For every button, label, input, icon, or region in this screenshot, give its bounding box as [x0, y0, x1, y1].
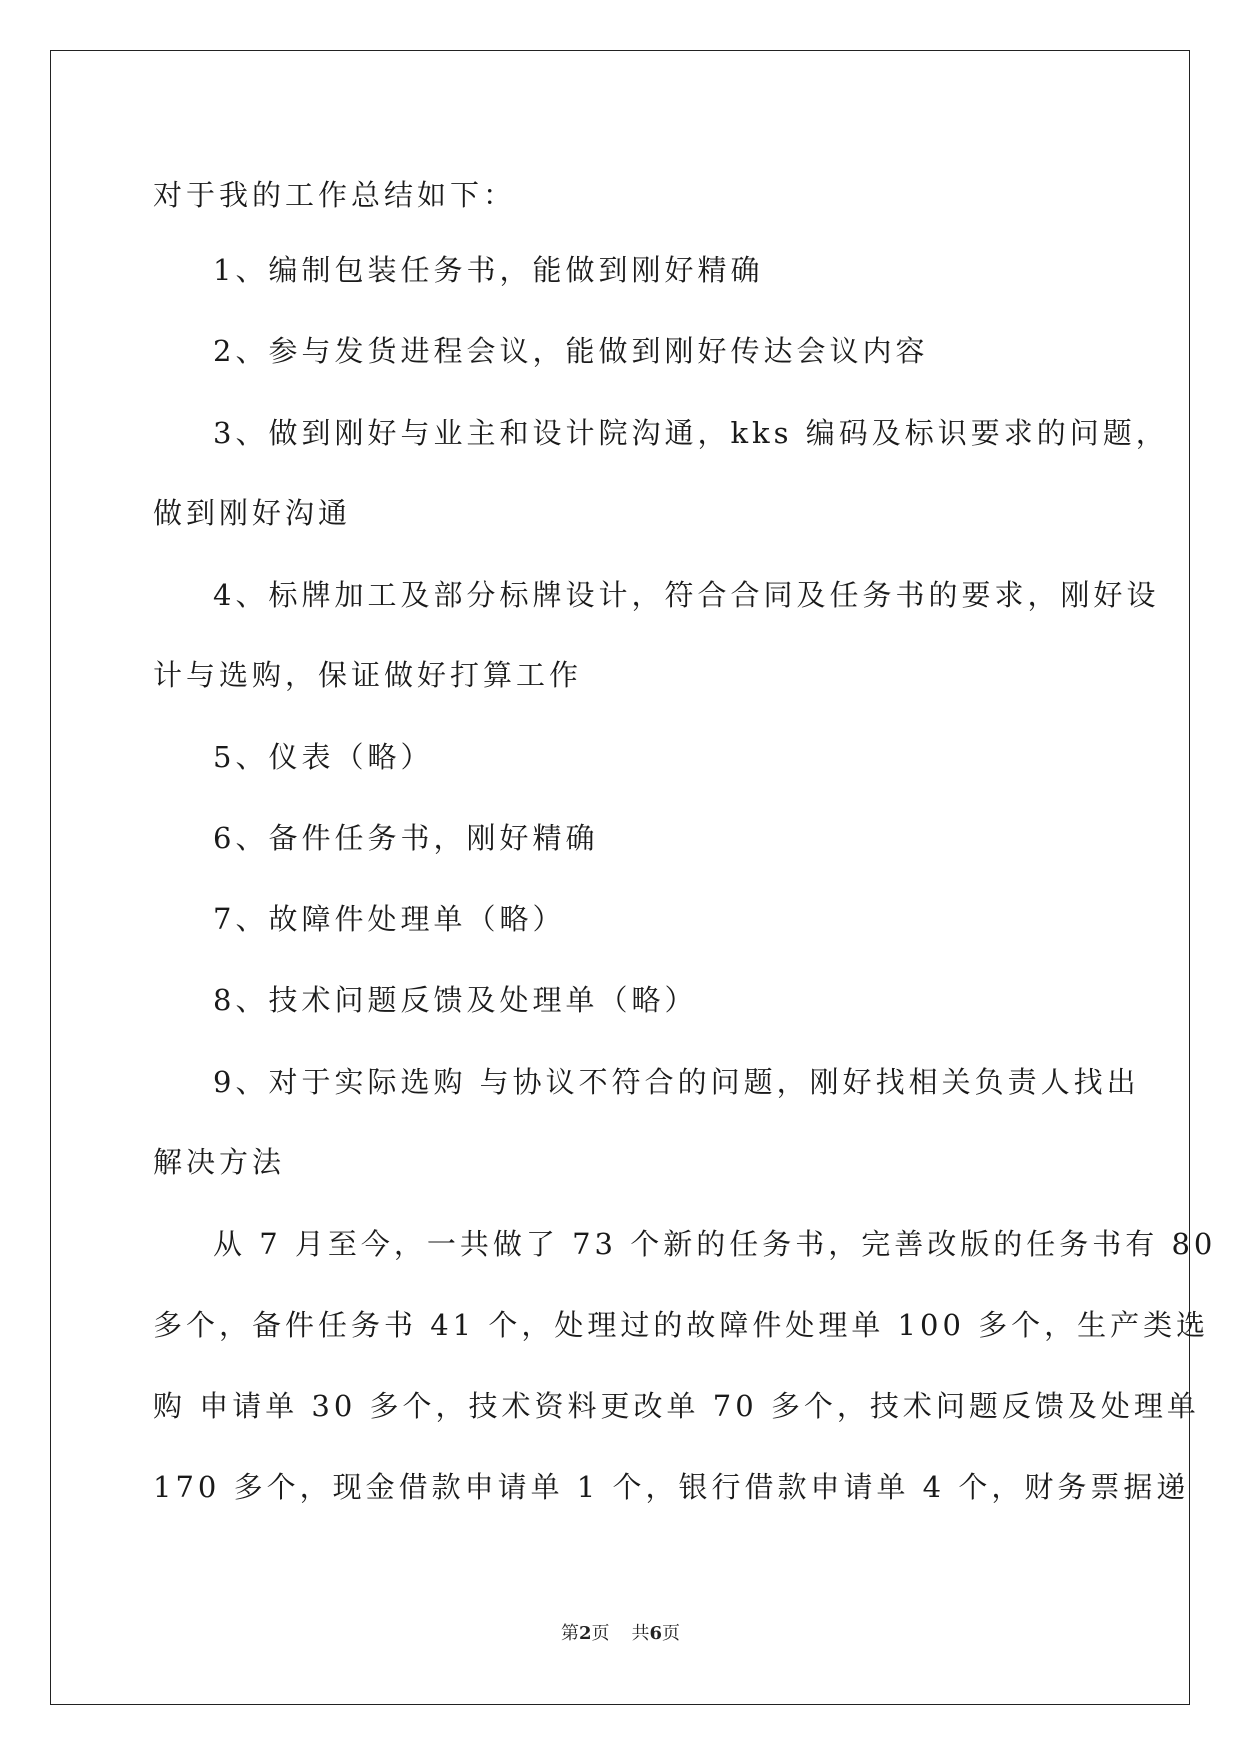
page-footer	[0, 1622, 1241, 1646]
total-page-number: 6	[649, 1623, 663, 1644]
current-page-number: 2	[578, 1623, 592, 1644]
footer-total-prefix: 共	[631, 1623, 650, 1644]
list-item-9-line-2: 解决方法	[153, 1145, 286, 1179]
list-item-9-line-1: 9、对于实际选购 与协议不符合的问题，刚好找相关负责人找出	[213, 1065, 1140, 1099]
list-item-4-line-1: 4、标牌加工及部分标牌设计，符合合同及任务书的要求，刚好设	[213, 578, 1160, 612]
summary-paragraph-line-2: 多个，备件任务书 41 个，处理过的故障件处理单 100 多个，生产类选	[153, 1308, 1210, 1342]
list-item-5: 5、仪表（略）	[213, 740, 434, 774]
summary-paragraph-line-1: 从 7 月至今，一共做了 73 个新的任务书，完善改版的任务书有 80	[213, 1227, 1217, 1261]
footer-total-suffix: 页	[662, 1623, 681, 1644]
list-item-2: 2、参与发货进程会议，能做到刚好传达会议内容	[213, 334, 929, 368]
list-item-7: 7、故障件处理单（略）	[213, 902, 566, 936]
intro-line: 对于我的工作总结如下：	[153, 178, 517, 212]
list-item-3-line-1: 3、做到刚好与业主和设计院沟通，kks 编码及标识要求的问题，	[213, 416, 1169, 450]
footer-prefix: 第	[560, 1623, 579, 1644]
footer-page-suffix: 页	[591, 1623, 610, 1644]
list-item-8: 8、技术问题反馈及处理单（略）	[213, 983, 698, 1017]
list-item-1: 1、编制包装任务书，能做到刚好精确	[213, 253, 764, 287]
summary-paragraph-line-4: 170 多个，现金借款申请单 1 个，银行借款申请单 4 个，财务票据递	[153, 1470, 1190, 1504]
summary-paragraph-line-3: 购 申请单 30 多个，技术资料更改单 70 多个，技术问题反馈及处理单	[153, 1389, 1200, 1423]
list-item-6: 6、备件任务书，刚好精确	[213, 821, 599, 855]
list-item-3-line-2: 做到刚好沟通	[153, 496, 352, 530]
page-border	[50, 50, 1190, 1705]
list-item-4-line-2: 计与选购，保证做好打算工作	[153, 658, 583, 692]
